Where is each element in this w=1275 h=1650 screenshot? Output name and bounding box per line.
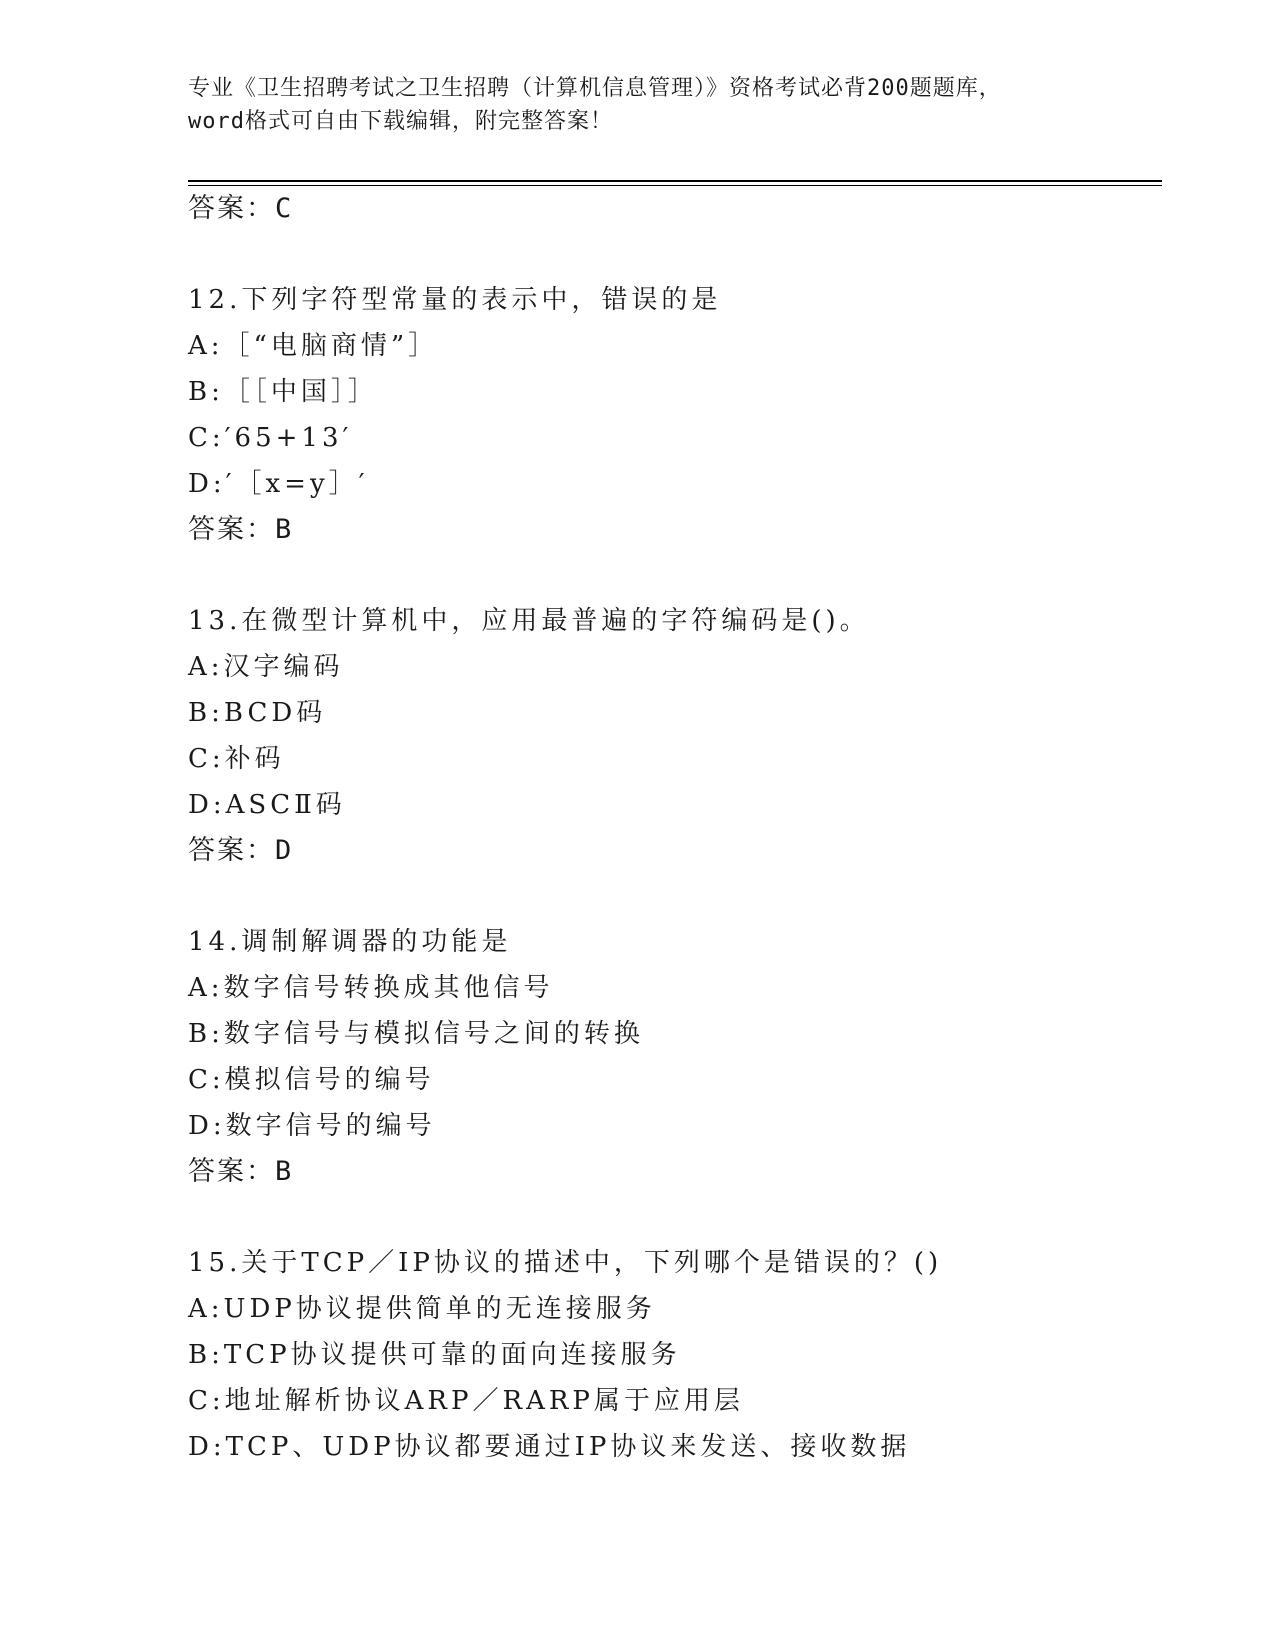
question-list	[188, 186, 1162, 1470]
spacer	[188, 553, 1162, 598]
option-d: D:数字信号的编号	[188, 1111, 436, 1141]
option-d: D:ASCⅡ码	[188, 790, 346, 820]
option-c: C:补码	[188, 744, 285, 774]
question-block	[188, 1240, 1162, 1470]
document-header	[188, 72, 1088, 138]
answer-line: 答案：B	[188, 514, 294, 545]
header-line-2: word格式可自由下载编辑，附完整答案！	[188, 109, 613, 134]
question-block	[188, 919, 1162, 1195]
option-b: B:BCD码	[188, 698, 327, 728]
spacer	[188, 232, 1162, 277]
option-b: B:TCP协议提供可靠的面向连接服务	[188, 1340, 681, 1370]
spacer	[188, 1195, 1162, 1240]
option-a: A:汉字编码	[188, 652, 344, 682]
answer-line: 答案：B	[188, 1156, 294, 1187]
question-block	[188, 598, 1162, 874]
spacer	[188, 874, 1162, 919]
answer-line: 答案：C	[188, 193, 294, 224]
option-a: A:［“电脑商情”］	[188, 331, 439, 361]
option-a: A:UDP协议提供简单的无连接服务	[188, 1294, 656, 1324]
option-b: B:［［中国］］	[188, 377, 378, 407]
option-c: C:地址解析协议ARP／RARP属于应用层	[188, 1386, 744, 1416]
header-line-1: 专业《卫生招聘考试之卫生招聘（计算机信息管理）》资格考试必背200题题库，	[188, 76, 1002, 101]
question-text: 12.下列字符型常量的表示中，错误的是	[188, 285, 722, 315]
answer-line: 答案：D	[188, 835, 294, 866]
header-rule-thick	[188, 180, 1162, 182]
option-a: A:数字信号转换成其他信号	[188, 973, 554, 1003]
option-c: C:模拟信号的编号	[188, 1065, 435, 1095]
question-block	[188, 277, 1162, 553]
option-c: C:′65+13′	[188, 423, 353, 453]
option-d: D:′［x=y］′	[188, 469, 369, 499]
option-b: B:数字信号与模拟信号之间的转换	[188, 1019, 644, 1049]
option-d: D:TCP、UDP协议都要通过IP协议来发送、接收数据	[188, 1432, 911, 1462]
question-text: 13.在微型计算机中，应用最普遍的字符编码是()。	[188, 606, 870, 636]
question-text: 14.调制解调器的功能是	[188, 927, 512, 957]
question-text: 15.关于TCP／IP协议的描述中，下列哪个是错误的？()	[188, 1248, 943, 1278]
